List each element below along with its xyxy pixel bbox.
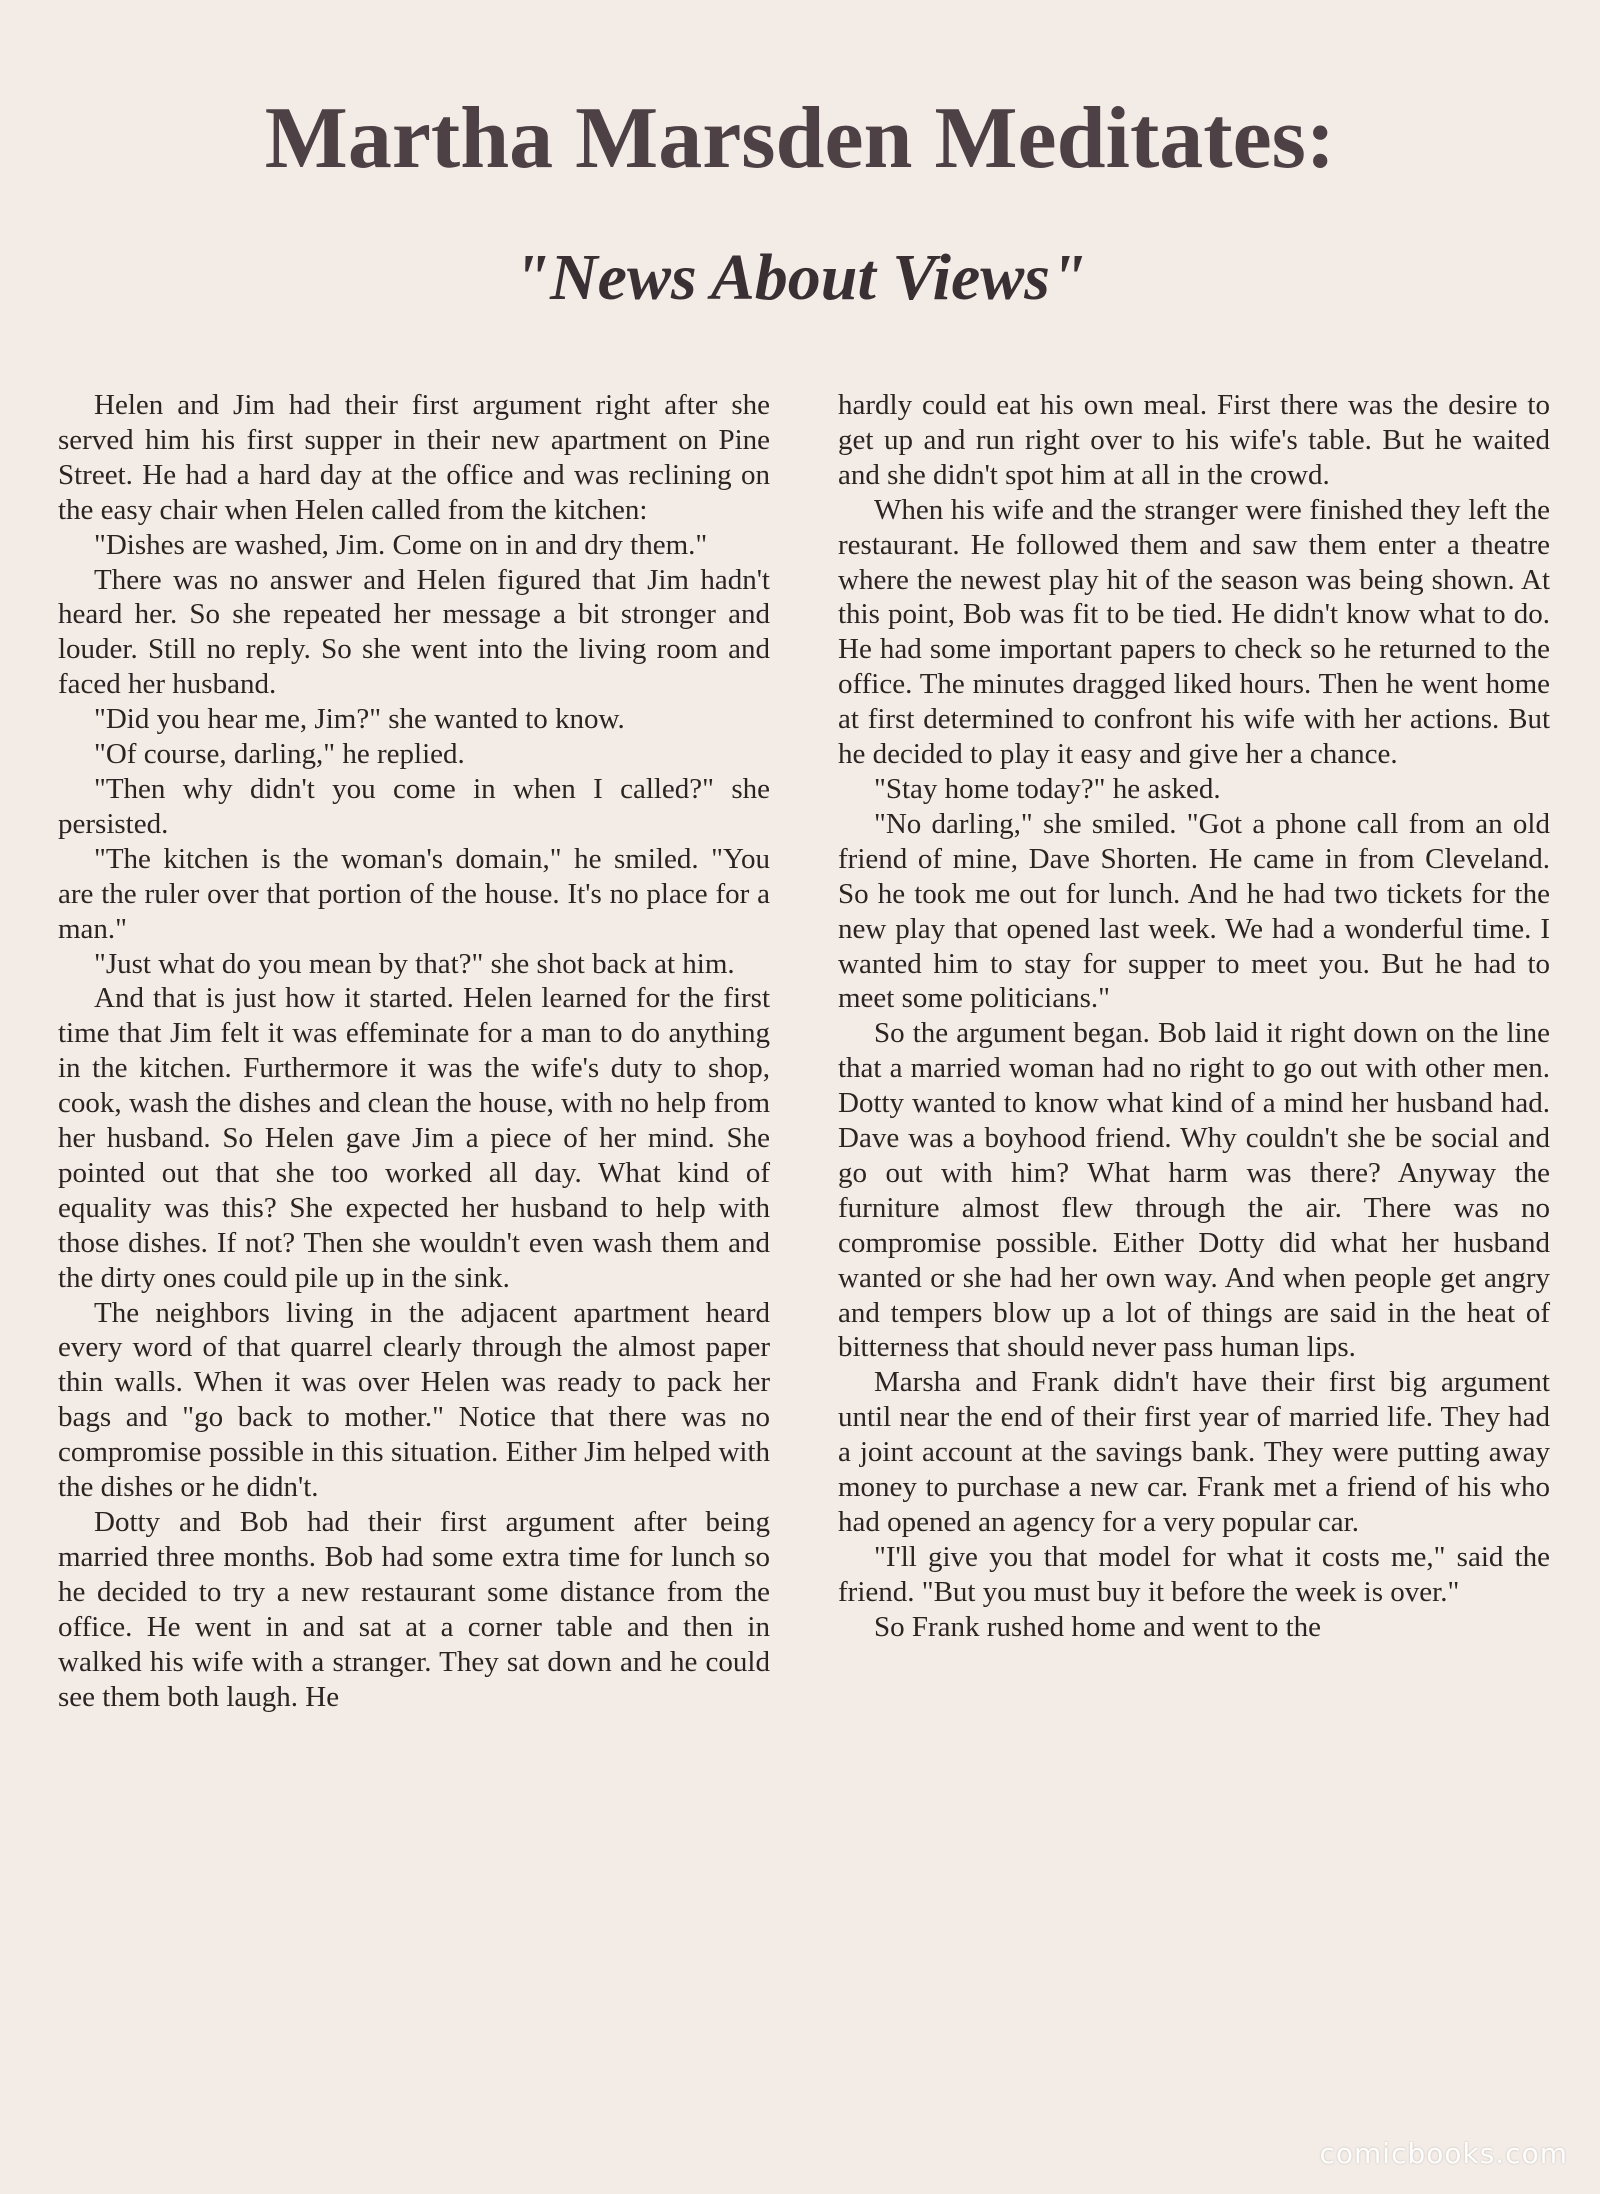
- paragraph: Helen and Jim had their first argument right after she served him his first supper in their new apartment on Pine Street. He had a hard day at the office and was reclining on the easy chair when Helen called from the kitchen:: [58, 389, 770, 526]
- left-column: [58, 388, 770, 1714]
- paragraph: Dotty and Bob had their first argument after being married three months. Bob had some extra time for lunch so he decided to try a new restaurant some distance from the office. He went in and sat at a corner table and then in walked his wife with a stranger. They sat down and he could see them both laugh. He: [58, 1506, 770, 1713]
- paragraph: "No darling," she smiled. "Got a phone call from an old friend of mine, Dave Shorten. He came in from Cleveland. So he took me out for lunch. And he had two tickets for the new play that opened last week. We had a wonderful time. I wanted him to stay for supper to meet you. But he had to meet some politicians.": [838, 807, 1550, 1015]
- paragraph: "Dishes are washed, Jim. Come on in and dry them.": [94, 528, 708, 561]
- paragraph: So Frank rushed home and went to the: [874, 1610, 1322, 1643]
- paragraph: "Just what do you mean by that?" she shot back at him.: [94, 947, 735, 980]
- paragraph: "The kitchen is the woman's domain," he smiled. "You are the ruler over that portion of the house. It's no place for a man.": [58, 842, 770, 945]
- paragraph: When his wife and the stranger were finished they left the restaurant. He followed them and saw them enter a theatre where the newest play hit of the season was being shown. At this point, Bob was fit to be tied. He didn't know what to do. He had some important papers to check so he returned to the office. The minutes dragged liked hours. Then he went home at first determined to confront his wife with her actions. But he decided to play it easy and give her a chance.: [838, 493, 1550, 771]
- paragraph: hardly could eat his own meal. First there was the desire to get up and run right over to his wife's table. But he waited and she didn't spot him at all in the crowd.: [838, 389, 1550, 491]
- article-subtitle: "News About Views": [513, 241, 1087, 314]
- paragraph: "Did you hear me, Jim?" she wanted to know.: [94, 703, 625, 736]
- site-watermark: comicbooks.com: [1319, 2137, 1568, 2170]
- paragraph: The neighbors living in the adjacent apartment heard every word of that quarrel clearly through the almost paper thin walls. When it was over Helen was ready to pack her bags and "go back to mother." Notice that there was no compromise possible in this situation. Either Jim helped with the dishes or he didn't.: [58, 1296, 770, 1504]
- right-column: [838, 388, 1550, 1645]
- article-title: Martha Marsden Meditates:: [264, 90, 1336, 187]
- paragraph: "Stay home today?" he asked.: [874, 772, 1221, 805]
- paragraph: "Then why didn't you come in when I called?" she persisted.: [58, 772, 770, 840]
- paragraph: Marsha and Frank didn't have their first big argument until near the end of their first year of married life. They had a joint account at the savings bank. They were putting away money to purchase a new car. Frank met a friend of his who had opened an agency for a very popular car.: [838, 1366, 1550, 1538]
- paragraph: There was no answer and Helen figured that Jim hadn't heard her. So she repeated her message a bit stronger and louder. Still no reply. So she went into the living room and faced her husband.: [58, 563, 770, 701]
- paragraph: So the argument began. Bob laid it right down on the line that a married woman had no right to go out with other men. Dotty wanted to know what kind of a mind her husband had. Dave was a boyhood friend. Why couldn't she be social and go out with him? What harm was there? Anyway the furniture almost flew through the air. There was no compromise possible. Either Dotty did what her husband wanted or she had her own way. And when people get angry and tempers blow up a lot of things are said in the heat of bitterness that should never pass human lips.: [838, 1017, 1550, 1364]
- paragraph: "Of course, darling," he replied.: [94, 738, 465, 771]
- paragraph: "I'll give you that model for what it costs me," said the friend. "But you must buy it before the week is over.": [838, 1540, 1550, 1608]
- paragraph: And that is just how it started. Helen learned for the first time that Jim felt it was effeminate for a man to do anything in the kitchen. Furthermore it was the wife's duty to shop, cook, wash the dishes and clean the house, with no help from her husband. So Helen gave Jim a piece of her mind. She pointed out that she too worked all day. What kind of equality was this? She expected her husband to help with those dishes. If not? Then she wouldn't even wash them and the dirty ones could pile up in the sink.: [58, 982, 770, 1294]
